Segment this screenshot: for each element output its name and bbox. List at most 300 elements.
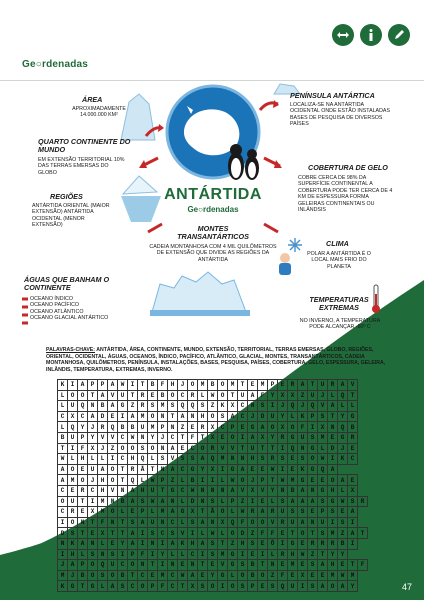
grid-cell[interactable]: I [188, 528, 198, 539]
grid-cell[interactable]: W [118, 380, 128, 391]
grid-cell[interactable]: R [278, 549, 288, 560]
grid-cell[interactable]: I [348, 538, 358, 549]
grid-cell[interactable]: E [78, 507, 88, 518]
grid-cell[interactable]: J [278, 401, 288, 412]
grid-cell[interactable]: L [328, 390, 338, 401]
grid-cell[interactable]: N [238, 454, 248, 465]
grid-cell[interactable]: X [318, 422, 328, 433]
grid-cell[interactable]: I [108, 454, 118, 465]
grid-cell[interactable]: N [168, 560, 178, 571]
grid-cell[interactable]: S [238, 581, 248, 592]
grid-cell[interactable]: A [338, 581, 348, 592]
grid-cell[interactable]: C [188, 443, 198, 454]
grid-cell[interactable]: C [58, 485, 68, 496]
grid-cell[interactable]: P [78, 560, 88, 571]
grid-cell[interactable]: W [338, 570, 348, 581]
grid-cell[interactable]: Õ [268, 538, 278, 549]
grid-cell[interactable]: O [118, 443, 128, 454]
grid-cell[interactable]: B [248, 570, 258, 581]
grid-cell[interactable]: E [188, 422, 198, 433]
grid-cell[interactable]: Z [268, 570, 278, 581]
grid-cell[interactable]: A [78, 538, 88, 549]
grid-cell[interactable]: I [118, 411, 128, 422]
grid-cell[interactable]: C [178, 464, 188, 475]
grid-cell[interactable]: N [248, 401, 258, 412]
grid-cell[interactable]: H [138, 485, 148, 496]
grid-cell[interactable]: J [178, 380, 188, 391]
grid-cell[interactable]: N [198, 496, 208, 507]
grid-cell[interactable]: O [248, 517, 258, 528]
grid-cell[interactable]: P [318, 507, 328, 518]
grid-cell[interactable]: L [338, 485, 348, 496]
grid-cell[interactable]: S [308, 432, 318, 443]
grid-cell[interactable]: L [178, 475, 188, 486]
grid-cell[interactable]: O [108, 464, 118, 475]
grid-cell[interactable]: O [218, 380, 228, 391]
grid-cell[interactable]: N [108, 517, 118, 528]
grid-cell[interactable]: Y [158, 549, 168, 560]
grid-cell[interactable]: N [168, 422, 178, 433]
grid-cell[interactable]: I [118, 549, 128, 560]
grid-cell[interactable]: A [248, 432, 258, 443]
grid-cell[interactable]: P [228, 422, 238, 433]
grid-cell[interactable]: X [188, 581, 198, 592]
grid-cell[interactable]: S [258, 401, 268, 412]
grid-cell[interactable]: U [248, 443, 258, 454]
grid-cell[interactable]: B [118, 422, 128, 433]
grid-cell[interactable]: U [278, 507, 288, 518]
grid-cell[interactable]: S [188, 517, 198, 528]
grid-cell[interactable]: V [218, 560, 228, 571]
grid-cell[interactable]: P [98, 380, 108, 391]
grid-cell[interactable]: X [88, 507, 98, 518]
grid-cell[interactable]: N [268, 560, 278, 571]
grid-cell[interactable]: W [228, 475, 238, 486]
grid-cell[interactable]: E [288, 454, 298, 465]
grid-cell[interactable]: P [88, 380, 98, 391]
grid-cell[interactable]: E [128, 507, 138, 518]
grid-cell[interactable]: G [88, 581, 98, 592]
grid-cell[interactable]: Z [178, 422, 188, 433]
grid-cell[interactable]: I [308, 422, 318, 433]
grid-cell[interactable]: K [298, 464, 308, 475]
grid-cell[interactable]: A [258, 422, 268, 433]
grid-cell[interactable]: B [248, 560, 258, 571]
grid-cell[interactable]: L [88, 454, 98, 465]
grid-cell[interactable]: L [98, 454, 108, 465]
grid-cell[interactable]: N [308, 517, 318, 528]
grid-cell[interactable]: M [98, 507, 108, 518]
grid-cell[interactable]: O [168, 390, 178, 401]
grid-cell[interactable]: A [348, 507, 358, 518]
grid-cell[interactable]: R [268, 454, 278, 465]
grid-cell[interactable]: A [228, 411, 238, 422]
grid-cell[interactable]: N [58, 538, 68, 549]
grid-cell[interactable]: T [218, 538, 228, 549]
grid-cell[interactable]: T [198, 432, 208, 443]
grid-cell[interactable]: A [308, 496, 318, 507]
grid-cell[interactable]: Y [328, 549, 338, 560]
grid-cell[interactable]: I [68, 443, 78, 454]
grid-cell[interactable]: X [208, 464, 218, 475]
grid-cell[interactable]: E [308, 507, 318, 518]
grid-cell[interactable]: D [188, 496, 198, 507]
grid-cell[interactable]: T [118, 475, 128, 486]
grid-cell[interactable]: F [78, 443, 88, 454]
grid-cell[interactable]: L [148, 454, 158, 465]
grid-cell[interactable]: O [218, 390, 228, 401]
grid-cell[interactable]: E [338, 560, 348, 571]
grid-cell[interactable]: O [308, 454, 318, 465]
grid-cell[interactable]: A [128, 485, 138, 496]
grid-cell[interactable]: V [108, 485, 118, 496]
grid-cell[interactable]: R [198, 422, 208, 433]
grid-cell[interactable]: T [228, 390, 238, 401]
grid-cell[interactable]: M [218, 454, 228, 465]
grid-cell[interactable]: T [118, 464, 128, 475]
grid-cell[interactable]: I [278, 538, 288, 549]
grid-cell[interactable]: Y [78, 422, 88, 433]
grid-cell[interactable]: G [188, 464, 198, 475]
grid-cell[interactable]: O [208, 411, 218, 422]
grid-cell[interactable]: A [128, 528, 138, 539]
grid-cell[interactable]: A [238, 464, 248, 475]
grid-cell[interactable]: G [348, 411, 358, 422]
grid-cell[interactable]: R [278, 517, 288, 528]
grid-cell[interactable]: C [178, 390, 188, 401]
grid-cell[interactable]: N [228, 454, 238, 465]
grid-cell[interactable]: Y [338, 411, 348, 422]
grid-cell[interactable]: D [328, 443, 338, 454]
grid-cell[interactable]: V [348, 380, 358, 391]
grid-cell[interactable]: Q [208, 454, 218, 465]
grid-cell[interactable]: S [198, 401, 208, 412]
grid-cell[interactable]: H [98, 485, 108, 496]
grid-cell[interactable]: I [198, 475, 208, 486]
grid-cell[interactable]: G [308, 443, 318, 454]
grid-cell[interactable]: S [138, 496, 148, 507]
grid-cell[interactable]: M [328, 528, 338, 539]
grid-cell[interactable]: U [148, 517, 158, 528]
grid-cell[interactable]: I [238, 432, 248, 443]
grid-cell[interactable]: F [358, 560, 368, 571]
grid-cell[interactable]: G [328, 496, 338, 507]
grid-cell[interactable]: R [248, 507, 258, 518]
grid-cell[interactable]: E [248, 549, 258, 560]
grid-cell[interactable]: S [298, 507, 308, 518]
grid-cell[interactable]: S [198, 581, 208, 592]
grid-cell[interactable]: T [128, 390, 138, 401]
grid-cell[interactable]: T [88, 517, 98, 528]
grid-cell[interactable]: S [328, 507, 338, 518]
grid-cell[interactable]: P [78, 432, 88, 443]
grid-cell[interactable]: I [158, 538, 168, 549]
grid-cell[interactable]: K [68, 538, 78, 549]
grid-cell[interactable]: T [78, 496, 88, 507]
grid-cell[interactable]: Q [288, 401, 298, 412]
grid-cell[interactable]: N [158, 443, 168, 454]
grid-cell[interactable]: L [178, 549, 188, 560]
grid-cell[interactable]: K [178, 538, 188, 549]
grid-cell[interactable]: E [248, 380, 258, 391]
grid-cell[interactable]: X [298, 570, 308, 581]
grid-cell[interactable]: G [288, 538, 298, 549]
grid-cell[interactable]: T [118, 517, 128, 528]
grid-cell[interactable]: I [278, 443, 288, 454]
grid-cell[interactable]: E [328, 432, 338, 443]
grid-cell[interactable]: M [348, 570, 358, 581]
grid-cell[interactable]: O [258, 517, 268, 528]
grid-cell[interactable]: J [88, 475, 98, 486]
grid-cell[interactable]: Y [88, 432, 98, 443]
grid-cell[interactable]: T [178, 432, 188, 443]
grid-cell[interactable]: C [118, 560, 128, 571]
info-icon[interactable] [360, 24, 382, 46]
grid-cell[interactable]: K [298, 411, 308, 422]
grid-cell[interactable]: J [98, 443, 108, 454]
grid-cell[interactable]: N [308, 485, 318, 496]
grid-cell[interactable]: F [258, 390, 268, 401]
grid-cell[interactable]: X [218, 517, 228, 528]
grid-cell[interactable]: S [278, 496, 288, 507]
grid-cell[interactable]: E [238, 422, 248, 433]
grid-cell[interactable]: W [148, 475, 158, 486]
grid-cell[interactable]: Q [178, 401, 188, 412]
grid-cell[interactable]: X [88, 443, 98, 454]
grid-cell[interactable]: M [58, 570, 68, 581]
grid-cell[interactable]: N [88, 538, 98, 549]
grid-cell[interactable]: O [148, 443, 158, 454]
grid-cell[interactable]: M [158, 507, 168, 518]
grid-cell[interactable]: Ã [208, 507, 218, 518]
grid-cell[interactable]: C [118, 432, 128, 443]
grid-cell[interactable]: H [328, 485, 338, 496]
grid-cell[interactable]: W [338, 496, 348, 507]
grid-cell[interactable]: I [198, 549, 208, 560]
grid-cell[interactable]: Y [278, 411, 288, 422]
grid-cell[interactable]: Y [118, 538, 128, 549]
grid-cell[interactable]: Q [128, 475, 138, 486]
grid-cell[interactable]: S [218, 411, 228, 422]
grid-cell[interactable]: H [188, 538, 198, 549]
grid-cell[interactable]: Q [108, 422, 118, 433]
grid-cell[interactable]: A [198, 538, 208, 549]
grid-cell[interactable]: M [288, 560, 298, 571]
grid-cell[interactable]: S [318, 411, 328, 422]
grid-cell[interactable]: X [208, 422, 218, 433]
grid-cell[interactable]: O [78, 475, 88, 486]
grid-cell[interactable]: X [228, 401, 238, 412]
grid-cell[interactable]: P [258, 475, 268, 486]
grid-cell[interactable]: O [108, 570, 118, 581]
grid-cell[interactable]: E [148, 390, 158, 401]
grid-cell[interactable]: I [348, 517, 358, 528]
grid-cell[interactable]: X [208, 432, 218, 443]
grid-cell[interactable]: A [228, 485, 238, 496]
grid-cell[interactable]: U [68, 496, 78, 507]
grid-cell[interactable]: S [148, 528, 158, 539]
grid-cell[interactable]: Q [68, 422, 78, 433]
grid-cell[interactable]: L [198, 390, 208, 401]
grid-cell[interactable]: O [238, 570, 248, 581]
grid-cell[interactable]: N [208, 517, 218, 528]
grid-cell[interactable]: M [148, 422, 158, 433]
grid-cell[interactable]: O [208, 581, 218, 592]
grid-cell[interactable]: A [58, 464, 68, 475]
grid-cell[interactable]: L [178, 496, 188, 507]
grid-cell[interactable]: N [138, 432, 148, 443]
grid-cell[interactable]: N [328, 422, 338, 433]
grid-cell[interactable]: A [108, 581, 118, 592]
grid-cell[interactable]: I [238, 549, 248, 560]
grid-cell[interactable]: B [118, 496, 128, 507]
grid-cell[interactable]: X [288, 390, 298, 401]
grid-cell[interactable]: L [148, 507, 158, 518]
grid-cell[interactable]: G [248, 422, 258, 433]
grid-cell[interactable]: B [338, 538, 348, 549]
grid-cell[interactable]: U [238, 390, 248, 401]
grid-cell[interactable]: O [268, 422, 278, 433]
grid-cell[interactable]: U [288, 517, 298, 528]
grid-cell[interactable]: Ã [138, 464, 148, 475]
grid-cell[interactable]: T [168, 411, 178, 422]
grid-cell[interactable]: H [98, 475, 108, 486]
grid-cell[interactable]: G [318, 485, 328, 496]
grid-cell[interactable]: N [198, 485, 208, 496]
grid-cell[interactable]: W [208, 528, 218, 539]
grid-cell[interactable]: T [158, 485, 168, 496]
grid-cell[interactable]: K [218, 401, 228, 412]
grid-cell[interactable]: M [158, 401, 168, 412]
grid-cell[interactable]: E [298, 560, 308, 571]
grid-cell[interactable]: X [188, 507, 198, 518]
grid-cell[interactable]: V [268, 517, 278, 528]
grid-cell[interactable]: H [198, 411, 208, 422]
grid-cell[interactable]: A [88, 411, 98, 422]
grid-cell[interactable]: S [108, 549, 118, 560]
grid-cell[interactable]: T [78, 581, 88, 592]
grid-cell[interactable]: F [258, 528, 268, 539]
grid-cell[interactable]: O [68, 390, 78, 401]
grid-cell[interactable]: Y [268, 432, 278, 443]
grid-cell[interactable]: R [268, 507, 278, 518]
grid-cell[interactable]: X [278, 390, 288, 401]
grid-cell[interactable]: E [258, 581, 268, 592]
grid-cell[interactable]: T [268, 475, 278, 486]
grid-cell[interactable]: O [188, 380, 198, 391]
grid-cell[interactable]: L [348, 401, 358, 412]
grid-cell[interactable]: Q [338, 422, 348, 433]
grid-cell[interactable]: A [318, 581, 328, 592]
grid-cell[interactable]: Z [108, 443, 118, 454]
grid-cell[interactable]: C [88, 485, 98, 496]
grid-cell[interactable]: L [198, 528, 208, 539]
grid-cell[interactable]: A [328, 401, 338, 412]
grid-cell[interactable]: H [128, 454, 138, 465]
grid-cell[interactable]: O [138, 581, 148, 592]
grid-cell[interactable]: S [188, 454, 198, 465]
grid-cell[interactable]: O [228, 432, 238, 443]
grid-cell[interactable]: K [58, 380, 68, 391]
grid-cell[interactable]: L [228, 570, 238, 581]
grid-cell[interactable]: V [318, 401, 328, 412]
grid-cell[interactable]: N [218, 485, 228, 496]
grid-cell[interactable]: O [68, 517, 78, 528]
grid-cell[interactable]: U [68, 401, 78, 412]
grid-cell[interactable]: T [108, 528, 118, 539]
grid-cell[interactable]: C [58, 411, 68, 422]
grid-cell[interactable]: C [178, 485, 188, 496]
grid-cell[interactable]: E [148, 570, 158, 581]
grid-cell[interactable]: S [348, 496, 358, 507]
grid-cell[interactable]: N [168, 496, 178, 507]
grid-cell[interactable]: E [308, 475, 318, 486]
grid-cell[interactable]: A [168, 464, 178, 475]
grid-cell[interactable]: H [168, 380, 178, 391]
grid-cell[interactable]: L [218, 496, 228, 507]
grid-cell[interactable]: O [228, 528, 238, 539]
grid-cell[interactable]: F [98, 517, 108, 528]
grid-cell[interactable]: Z [338, 528, 348, 539]
grid-cell[interactable]: E [278, 528, 288, 539]
grid-cell[interactable]: C [78, 411, 88, 422]
grid-cell[interactable]: A [98, 390, 108, 401]
grid-cell[interactable]: O [108, 507, 118, 518]
grid-cell[interactable]: O [288, 422, 298, 433]
grid-cell[interactable]: T [308, 528, 318, 539]
grid-cell[interactable]: C [58, 507, 68, 518]
grid-cell[interactable]: L [288, 411, 298, 422]
grid-cell[interactable]: N [298, 443, 308, 454]
grid-cell[interactable]: A [338, 475, 348, 486]
grid-cell[interactable]: N [98, 549, 108, 560]
grid-cell[interactable]: B [208, 380, 218, 391]
grid-cell[interactable]: A [288, 496, 298, 507]
grid-cell[interactable]: F [268, 528, 278, 539]
grid-cell[interactable]: I [218, 464, 228, 475]
grid-cell[interactable]: S [308, 581, 318, 592]
grid-cell[interactable]: R [78, 485, 88, 496]
arrows-icon[interactable] [332, 24, 354, 46]
grid-cell[interactable]: E [298, 538, 308, 549]
grid-cell[interactable]: Z [168, 475, 178, 486]
grid-cell[interactable]: P [268, 380, 278, 391]
grid-cell[interactable]: L [168, 549, 178, 560]
grid-cell[interactable]: G [288, 432, 298, 443]
grid-cell[interactable]: X [98, 528, 108, 539]
grid-cell[interactable]: A [258, 507, 268, 518]
grid-cell[interactable]: B [148, 380, 158, 391]
grid-cell[interactable]: E [348, 443, 358, 454]
grid-cell[interactable]: E [108, 538, 118, 549]
grid-cell[interactable]: Q [308, 401, 318, 412]
grid-cell[interactable]: Y [268, 390, 278, 401]
grid-cell[interactable]: O [298, 528, 308, 539]
grid-cell[interactable]: P [128, 549, 138, 560]
grid-cell[interactable]: V [238, 485, 248, 496]
grid-cell[interactable]: O [258, 570, 268, 581]
grid-cell[interactable]: I [148, 549, 158, 560]
grid-cell[interactable]: B [158, 390, 168, 401]
grid-cell[interactable]: L [58, 390, 68, 401]
grid-cell[interactable]: P [138, 507, 148, 518]
grid-cell[interactable]: A [128, 538, 138, 549]
grid-cell[interactable]: L [218, 528, 228, 539]
grid-cell[interactable]: P [158, 475, 168, 486]
grid-cell[interactable]: A [188, 570, 198, 581]
grid-cell[interactable]: F [158, 581, 168, 592]
grid-cell[interactable]: L [228, 507, 238, 518]
